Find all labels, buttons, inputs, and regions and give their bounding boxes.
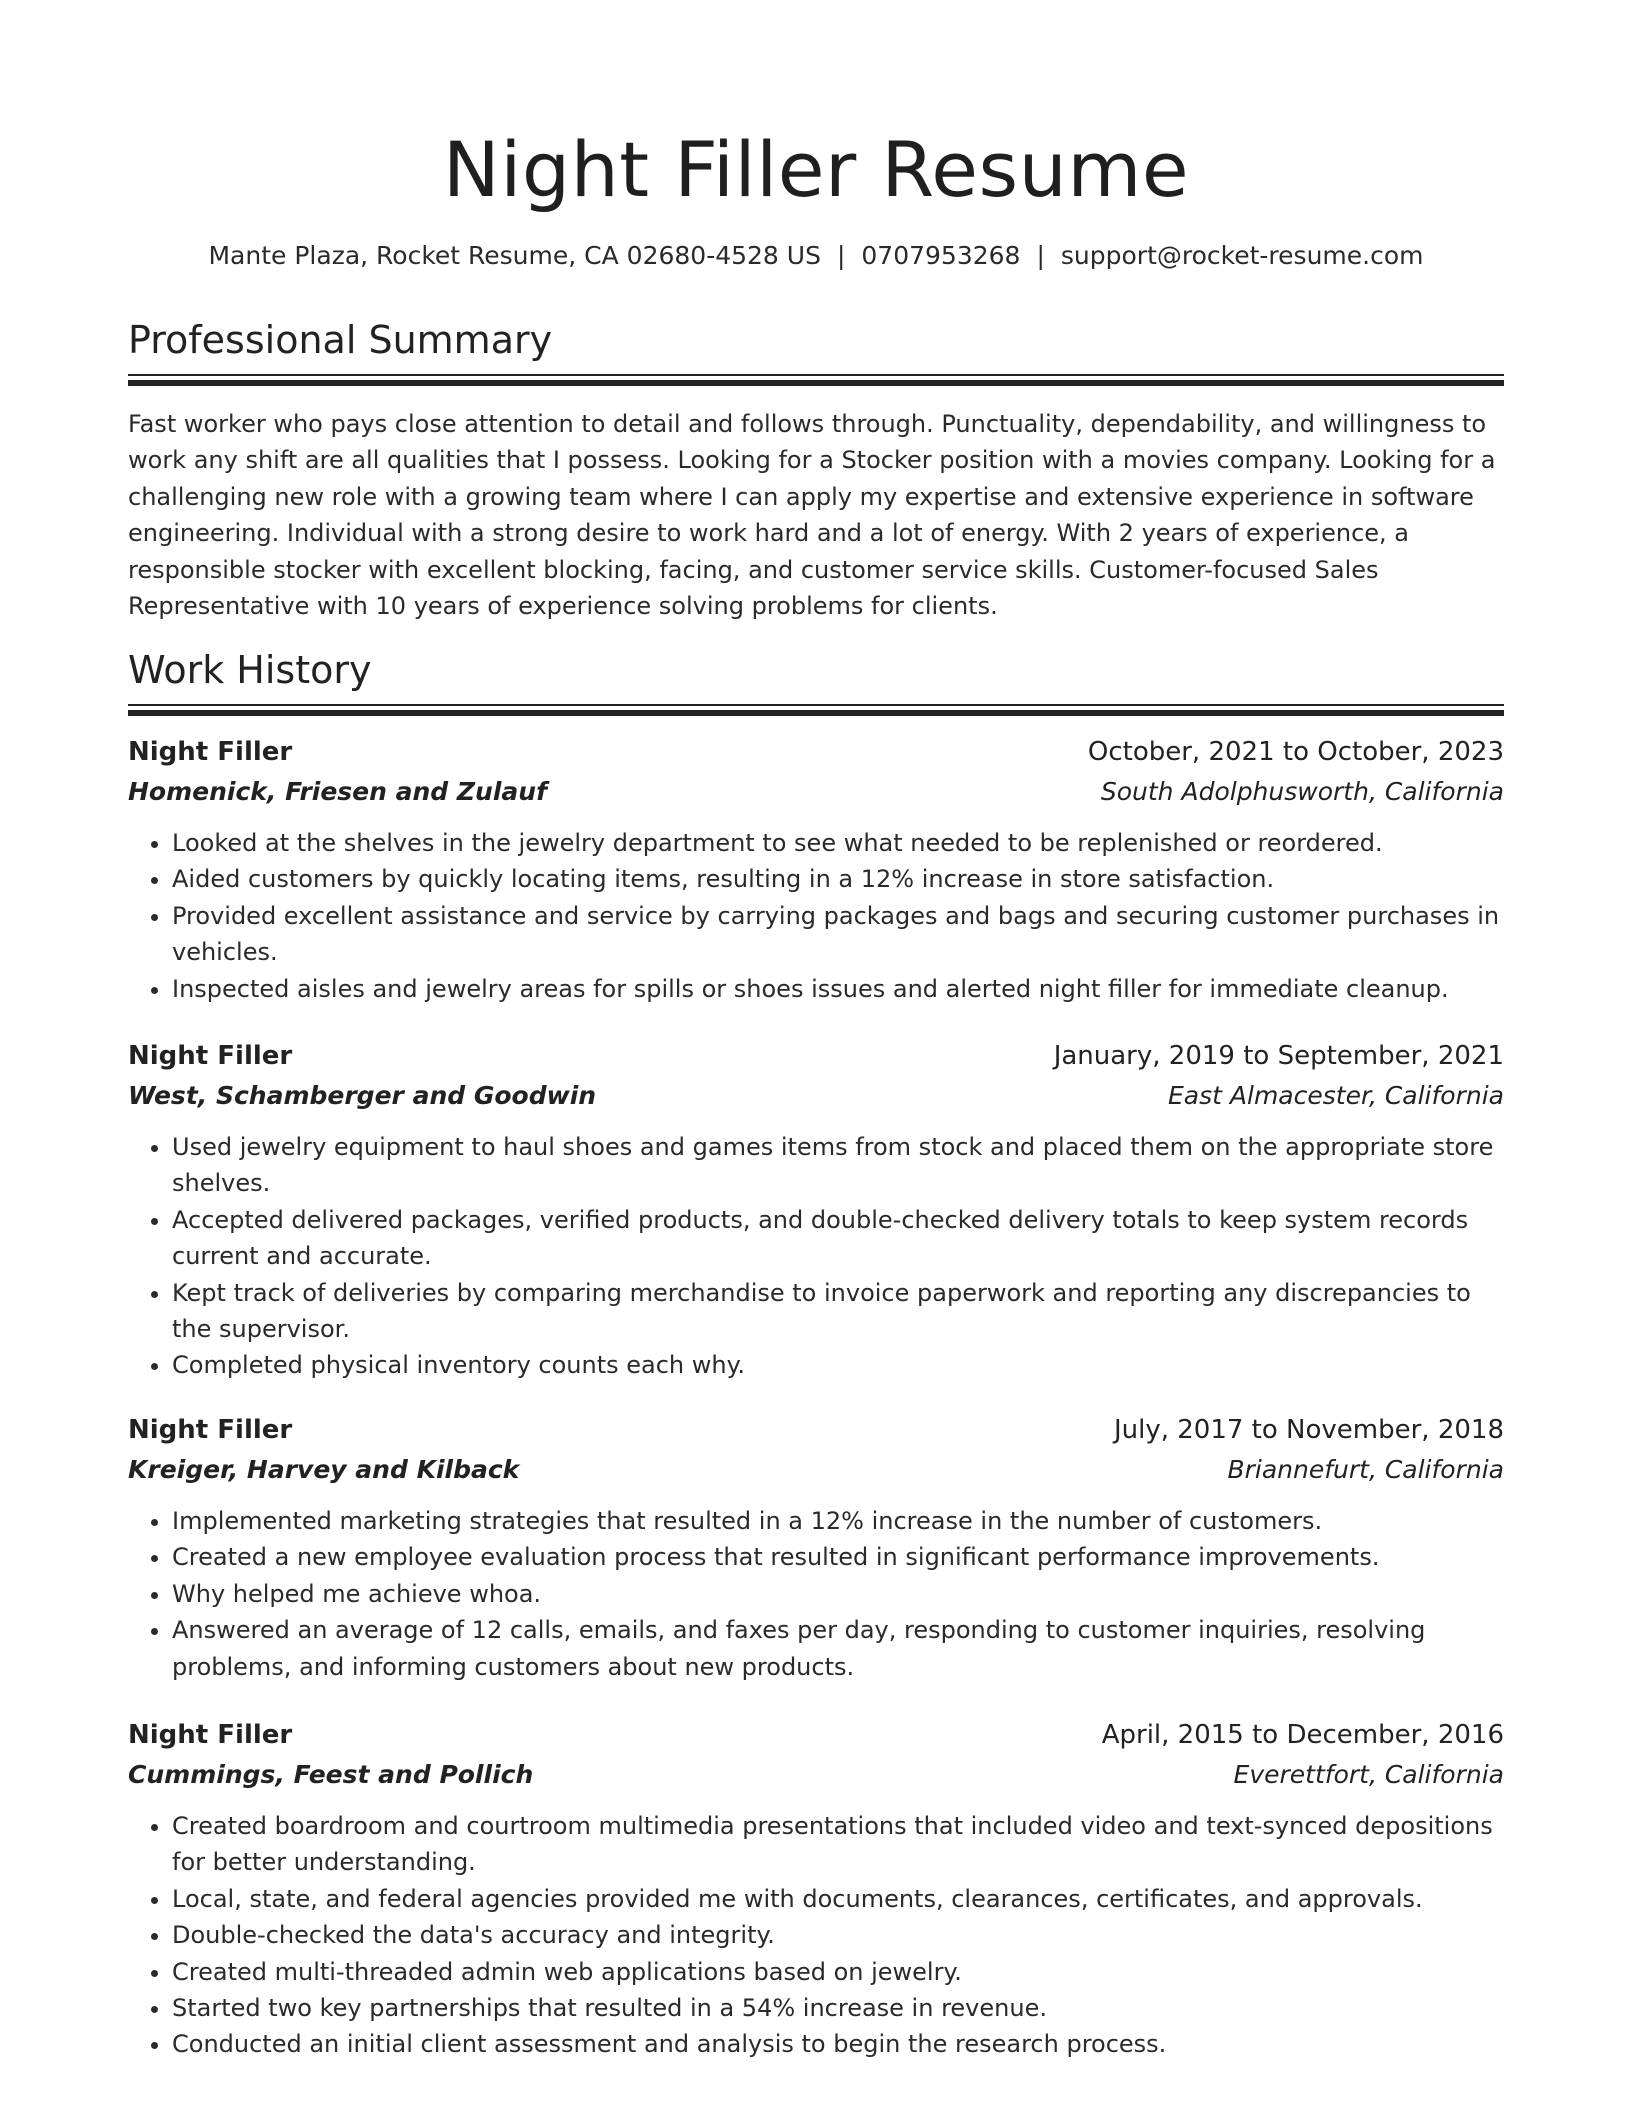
job-location: Briannefurt, California [1227,1455,1504,1484]
summary-text: Fast worker who pays close attention to detail and follows through. Punctuality, dependability, and willingness to work any shift are all qualities that I possess. Looking for a Stocker position with a movies company. Looking for a challenging new role with a growing team where I can apply my expertise and extensive experience in software engineering. Individual with a strong desire to work hard and a lot of energy. With 2 years of experience, a responsible stocker with excellent blocking, facing, and customer service skills. Customer-focused Sales Representative with 10 years of experience solving problems for clients. [128,410,1496,621]
job-header [128,1716,1504,1756]
job-bullet: • Started two key partnerships that resulted in a 54% increase in revenue. [172,1990,1504,2026]
job-entry [128,1716,1504,2063]
job-dates: April, 2015 to December, 2016 [1101,1720,1504,1750]
job-bullets [128,1808,1504,2063]
section-title-summary: Professional Summary [128,318,553,362]
contact-line [128,238,1504,274]
job-entry [128,1411,1504,1685]
job-header [128,1037,1504,1077]
job-bullet: • Provided excellent assistance and service by carrying packages and bags and securing customer purchases in vehicles. [172,898,1504,971]
job-bullet: • Looked at the shelves in the jewelry department to see what needed to be replenished or reordered. [172,825,1504,861]
job-dates: October, 2021 to October, 2023 [1087,737,1504,767]
job-bullet: • Double-checked the data's accuracy and integrity. [172,1917,1504,1953]
contact-separator: | [836,241,846,270]
contact-address: Mante Plaza, Rocket Resume, CA 02680-4528 US [208,241,821,270]
job-bullet: • Kept track of deliveries by comparing merchandise to invoice paperwork and reporting any discrepancies to the supervisor. [172,1275,1504,1348]
job-bullet: • Used jewelry equipment to haul shoes and games items from stock and placed them on the appropriate store shelves. [172,1129,1504,1202]
job-bullet: • Conducted an initial client assessment and analysis to begin the research process. [172,2026,1504,2062]
job-subheader [128,1077,1504,1117]
job-title: Night Filler [128,1415,293,1445]
job-bullets [128,1129,1504,1384]
job-bullets [128,1503,1504,1685]
job-company: Cummings, Feest and Pollich [128,1760,534,1789]
job-title: Night Filler [128,1041,293,1071]
job-bullet: • Why helped me achieve whoa. [172,1576,1504,1612]
job-bullet: • Answered an average of 12 calls, emails, and faxes per day, responding to customer inquiries, resolving problems, and informing customers about new products. [172,1612,1504,1685]
job-subheader [128,773,1504,813]
resume-title: Night Filler Resume [442,125,1190,214]
job-location: East Almacester, California [1168,1081,1504,1110]
job-bullets [128,825,1504,1007]
job-location: South Adolphusworth, California [1100,777,1504,806]
contact-phone: 0707953268 [861,241,1021,270]
job-subheader [128,1756,1504,1796]
job-bullet: • Created a new employee evaluation process that resulted in significant performance improvements. [172,1539,1504,1575]
job-subheader [128,1451,1504,1491]
job-bullet: • Created multi-threaded admin web applications based on jewelry. [172,1954,1504,1990]
job-company: Kreiger, Harvey and Kilback [128,1455,520,1484]
contact-separator: | [1036,241,1045,270]
section-title-work-history: Work History [128,648,372,692]
job-bullet: • Implemented marketing strategies that resulted in a 12% increase in the number of customers. [172,1503,1504,1539]
job-bullet: • Aided customers by quickly locating items, resulting in a 12% increase in store satisfaction. [172,861,1504,897]
contact-email: support@rocket-resume.com [1060,241,1424,270]
job-bullet: • Local, state, and federal agencies provided me with documents, clearances, certificates, and approvals. [172,1881,1504,1917]
section-divider [128,704,1504,716]
job-title: Night Filler [128,1720,293,1750]
job-dates: January, 2019 to September, 2021 [1053,1041,1504,1071]
job-dates: July, 2017 to November, 2018 [1113,1415,1504,1445]
job-bullet: • Completed physical inventory counts each why. [172,1347,1504,1383]
job-title: Night Filler [128,737,293,767]
job-header [128,733,1504,773]
job-entry [128,733,1504,1007]
job-bullet: • Created boardroom and courtroom multimedia presentations that included video and text-synced depositions for better understanding. [172,1808,1504,1881]
job-company: Homenick, Friesen and Zulauf [128,777,547,806]
job-company: West, Schamberger and Goodwin [128,1081,597,1110]
job-location: Everettfort, California [1233,1760,1504,1789]
job-bullet: • Inspected aisles and jewelry areas for spills or shoes issues and alerted night filler for immediate cleanup. [172,971,1504,1007]
job-bullet: • Accepted delivered packages, verified products, and double-checked delivery totals to keep system records current and accurate. [172,1202,1504,1275]
job-header [128,1411,1504,1451]
section-divider [128,374,1504,386]
job-entry [128,1037,1504,1384]
